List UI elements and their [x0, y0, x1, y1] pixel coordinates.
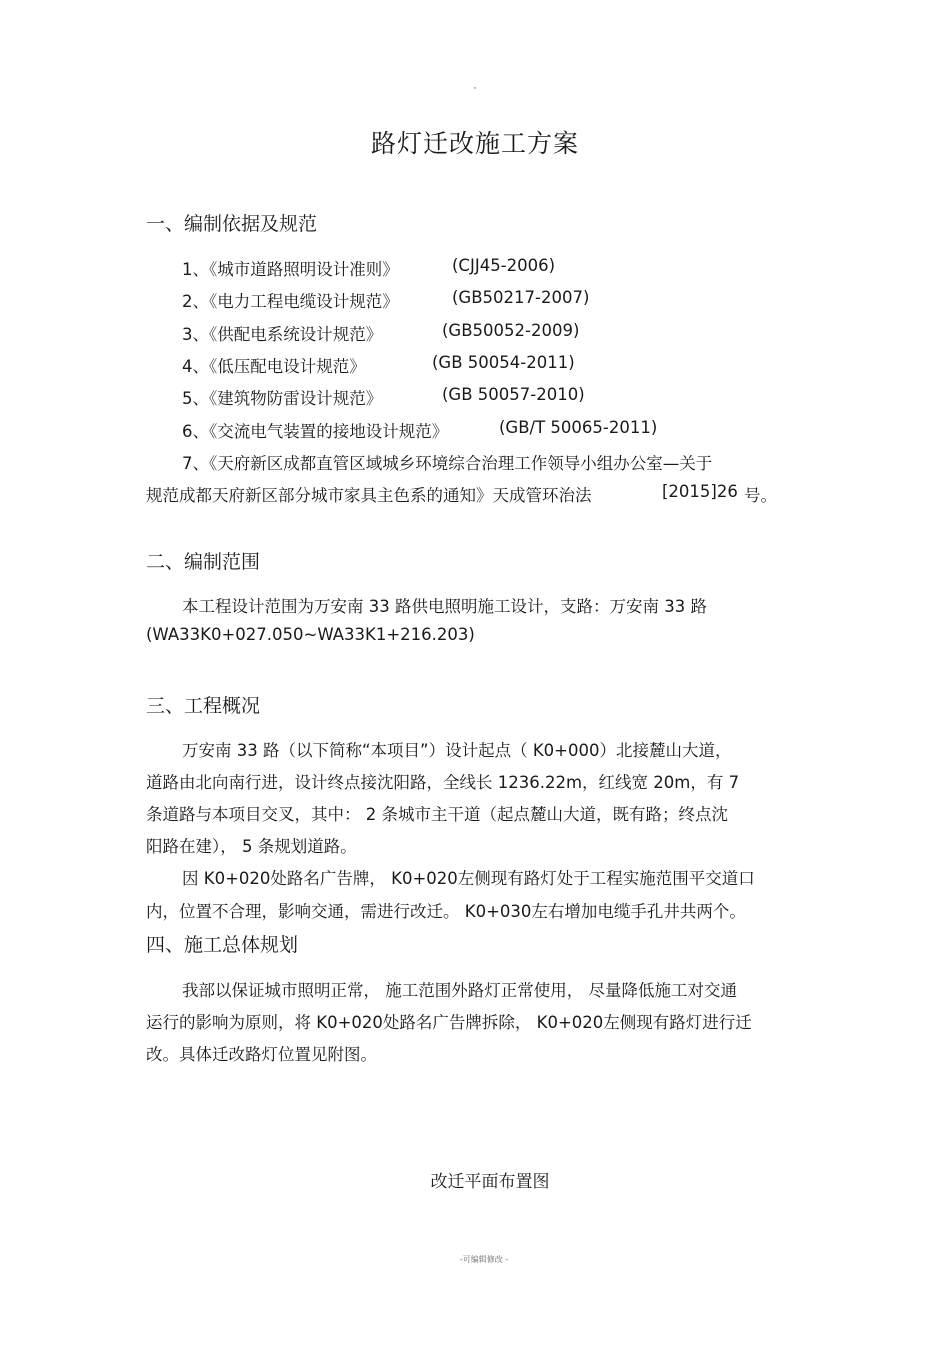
section3-line1: 万安南 33 路（以下简称“本项目”）设计起点（ K0+000）北接麓山大道， — [182, 741, 732, 760]
ref-code-4: (GB 50054-2011) — [432, 353, 575, 372]
section3-heading: 三、工程概况 — [146, 695, 261, 717]
section4-line2: 运行的影响为原则，将 K0+020处路名广告牌拆除， K0+020左侧现有路灯进行迁 — [146, 1013, 752, 1032]
ref-code-5: (GB 50057-2010) — [442, 385, 585, 404]
section2-line1: 本工程设计范围为万安南 33 路供电照明施工设计，支路：万安南 33 路 — [182, 597, 707, 616]
ref-item-2: 2、《电力工程电缆设计规范》 — [182, 292, 399, 311]
section3-line5: 因 K0+020处路名广告牌， K0+020左侧现有路灯处于工程实施范围平交道口 — [182, 869, 755, 888]
document-title: 路灯迁改施工方案 — [370, 129, 579, 158]
ref-item-7-line2: 规范成都天府新区部分城市家具主色系的通知》天成管环治法 — [146, 486, 592, 505]
section3-line2: 道路由北向南行进，设计终点接沈阳路，全线长 1236.22m，红线宽 20m，有 7 — [146, 773, 740, 792]
section4-heading: 四、施工总体规划 — [146, 934, 299, 956]
section2-heading: 二、编制范围 — [146, 551, 261, 573]
ref-code-3: (GB50052-2009) — [442, 321, 580, 340]
ref-item-4: 4、《低压配电设计规范》 — [182, 357, 366, 376]
ref-item-3: 3、《供配电系统设计规范》 — [182, 325, 383, 344]
section2-line2: (WA33K0+027.050~WA33K1+216.203) — [146, 625, 475, 644]
ref-code-6: (GB/T 50065-2011) — [499, 418, 658, 437]
ref-item-5: 5、《建筑物防雷设计规范》 — [182, 389, 383, 408]
section3-line6: 内，位置不合理，影响交通，需进行改迁。 K0+030左右增加电缆手孔井共两个。 — [146, 902, 746, 921]
ref-code-1: (CJJ45-2006) — [452, 256, 556, 275]
ref-item-7-end: 号。 — [744, 486, 777, 505]
ref-item-7-line1: 7、《天府新区成都直管区域城乡环境综合治理工作领导小组办公室—关于 — [182, 454, 713, 473]
section4-line1: 我部以保证城市照明正常， 施工范围外路灯正常使用， 尽量降低施工对交通 — [182, 981, 737, 1000]
page-footer: -可编辑修改 - — [459, 1255, 509, 1264]
section4-line3: 改。具体迁改路灯位置见附图。 — [146, 1045, 377, 1064]
ref-item-6: 6、《交流电气装置的接地设计规范》 — [182, 422, 449, 441]
figure-caption: 改迁平面布置图 — [430, 1172, 550, 1192]
ref-code-2: (GB50217-2007) — [452, 288, 590, 307]
ref-item-1: 1、《城市道路照明设计准则》 — [182, 260, 399, 279]
ref-item-7-code: [2015]26 — [662, 482, 738, 501]
header-mark: " — [473, 86, 477, 94]
section3-line3: 条道路与本项目交叉，其中： 2 条城市主干道（起点麓山大道，既有路；终点沈 — [146, 805, 728, 824]
section3-line4: 阳路在建）， 5 条规划道路。 — [146, 837, 357, 856]
section1-heading: 一、编制依据及规范 — [146, 213, 318, 235]
